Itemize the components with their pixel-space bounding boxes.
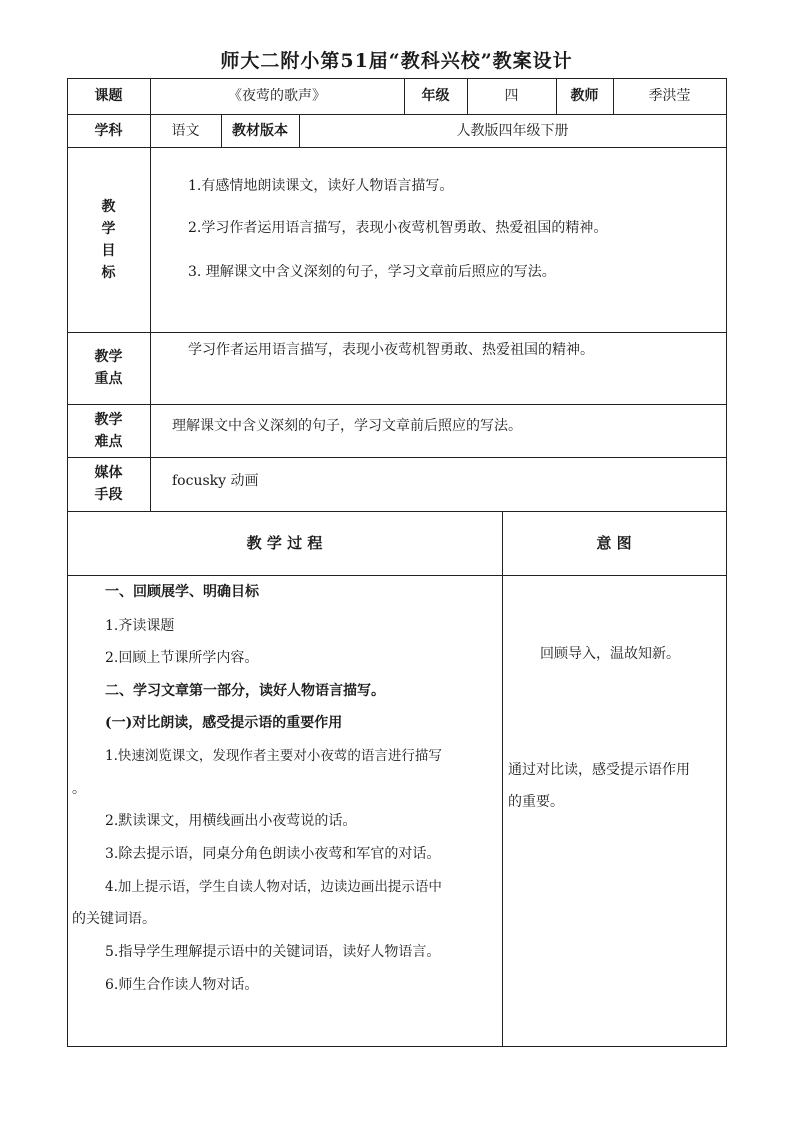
media-label-line: 媒体: [94, 465, 123, 481]
process-line: 二、学习文章第一部分，读好人物语言描写。: [105, 683, 385, 699]
process-line: 2.回顾上节课所学内容。: [105, 650, 259, 666]
process-line: 。: [72, 781, 86, 797]
media-label: [67, 457, 150, 511]
topic-label: 课题: [94, 88, 123, 104]
process-line: 6.师生合作读人物对话。: [105, 977, 259, 993]
process-header: 教 学 过 程: [246, 534, 323, 552]
goals-label-char: 教: [101, 198, 116, 215]
key-points-text: 学习作者运用语言描写，表现小夜莺机智勇敢、热爱祖国的精神。: [188, 342, 594, 358]
goal-item: 2.学习作者运用语言描写，表现小夜莺机智勇敢、热爱祖国的精神。: [188, 220, 608, 236]
key-points-label-line: 重点: [94, 371, 123, 387]
media-text: focusky 动画: [172, 473, 259, 489]
difficulties-label-line: 难点: [94, 433, 123, 450]
process-line: 4.加上提示语，学生自读人物对话，边读边画出提示语中: [105, 879, 442, 895]
goal-item: 1.有感情地朗读课文，读好人物语言描写。: [188, 178, 454, 194]
process-line: 3.除去提示语，同桌分角色朗读小夜莺和军官的对话。: [105, 846, 441, 862]
media-label-line: 手段: [94, 487, 123, 503]
edition-label: 教材版本: [232, 122, 288, 139]
process-line: 1.快速浏览课文，发现作者主要对小夜莺的语言进行描写: [105, 748, 442, 764]
subject-label: 学科: [94, 122, 123, 139]
goals-label-char: 标: [101, 264, 116, 281]
page-title: 师大二附小第51届“教科兴校”教案设计: [220, 50, 573, 72]
intent-text: 回顾导入，温故知新。: [540, 646, 680, 662]
grade-label: 年级: [421, 88, 450, 104]
topic-value: 《夜莺的歌声》: [228, 88, 326, 104]
process-line: 的关键词语。: [72, 911, 156, 927]
process-line: (一)对比朗读，感受提示语的重要作用: [105, 715, 343, 731]
difficulties-text: 理解课文中含义深刻的句子，学习文章前后照应的写法。: [172, 418, 522, 434]
difficulties-label: [67, 404, 150, 457]
process-line: 1.齐读课题: [105, 618, 175, 634]
edition-value: 人教版四年级下册: [456, 122, 569, 139]
difficulties-label-line: 教学: [94, 411, 123, 428]
teacher-value: 季洪莹: [648, 88, 691, 104]
intent-text: 通过对比读，感受提示语作用: [508, 762, 690, 778]
key-points-label: [67, 332, 150, 404]
goals-label-char: 学: [101, 220, 116, 237]
process-line: 5.指导学生理解提示语中的关键词语，读好人物语言。: [105, 944, 441, 960]
key-points-label-line: 教学: [94, 349, 123, 365]
process-line: 一、回顾展学、明确目标: [105, 584, 259, 600]
goal-item: 3. 理解课文中含义深刻的句子，学习文章前后照应的写法。: [188, 264, 556, 280]
subject-value: 语文: [171, 122, 200, 139]
teacher-label: 教师: [570, 88, 599, 104]
process-line: 2.默读课文，用横线画出小夜莺说的话。: [105, 813, 357, 829]
goals-label: [67, 147, 150, 332]
intent-header: 意 图: [596, 534, 632, 552]
intent-text: 的重要。: [508, 794, 564, 810]
grade-value: 四: [504, 88, 519, 104]
goals-label-char: 目: [101, 242, 116, 259]
